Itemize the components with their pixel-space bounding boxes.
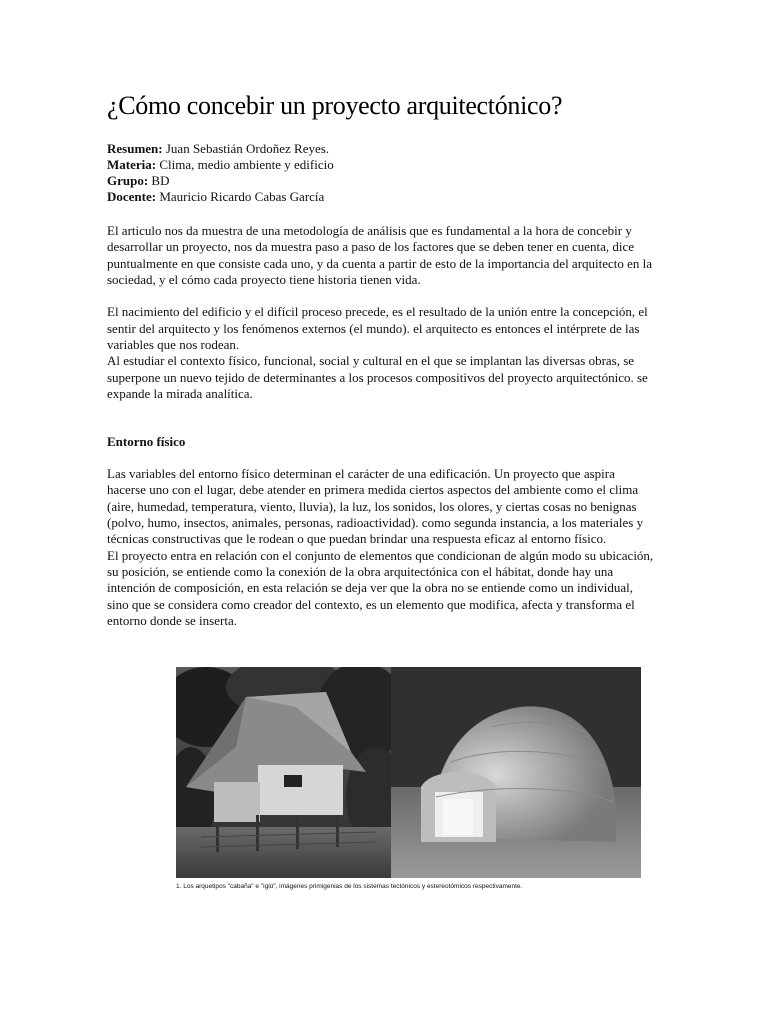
paragraph-variables: Las variables del entorno físico determinan el carácter de una edificación. Un proyecto que aspira hacerse uno con el lugar, debe atender en primera medida ciertos aspectos del ambiente como el clima (aire, humedad, temperatura, viento, lluvia), la luz, los sonidos, los olores, y ciertas cosas no benignas (polvo, humo, insectos, animales, personas, radioactividad). como segunda instancia, a los materiales y técnicas constructivas que le rodean o que puedan brindar una respuesta eficaz al entorno físico.: [107, 466, 644, 547]
meta-label: Resumen:: [107, 141, 163, 157]
meta-resumen: [107, 141, 655, 157]
meta-grupo: [107, 173, 655, 189]
section-heading: Entorno físico: [107, 434, 186, 450]
document-title: ¿Cómo concebir un proyecto arquitectónico?: [107, 91, 563, 120]
meta-materia: [107, 157, 655, 173]
paragraph-contexto: Al estudiar el contexto físico, funcional, social y cultural en el que se implantan las diversas obras, se superpone un nuevo tejido de determinantes a los procesos compositivos del proyecto arquitectónico. se expande la mirada analítica.: [107, 353, 648, 401]
meta-label: Materia:: [107, 157, 157, 173]
meta-value: BD: [148, 173, 170, 189]
igloo-photo: [391, 667, 641, 878]
hut-photo: [176, 667, 391, 878]
paragraph-intro: El articulo nos da muestra de una metodología de análisis que es fundamental a la hora de concebir y desarrollar un proyecto, nos da muestra paso a paso de los factores que se deben tener en cuenta, dice puntualmente en que consiste cada uno, y da cuenta a partir de esto de la importancia del arquitecto en la sociedad, y el cómo cada proyecto tiene historia tienen vida.: [107, 223, 653, 288]
metadata-block: [107, 141, 655, 205]
figure-caption: 1. Los arquetipos "cabaña" e "iglú", imágenes primigenias de los sistemas tectónicos y estereotómicos respectivamente.: [176, 883, 523, 890]
meta-label: Grupo:: [107, 173, 149, 189]
meta-docente: [107, 189, 655, 205]
meta-value: Clima, medio ambiente y edificio: [156, 157, 334, 173]
meta-value: Juan Sebastián Ordoñez Reyes.: [162, 141, 330, 157]
meta-value: Mauricio Ricardo Cabas García: [156, 189, 325, 205]
archetypes-figure: [176, 667, 641, 878]
paragraph-relacion: El proyecto entra en relación con el conjunto de elementos que condicionan de algún modo su ubicación, su posición, se entiende como la conexión de la obra arquitectónica con el hábitat, donde hay una intención de composición, en esta relación se deja ver que la obra no se entiende como un individual, sino que se considera como creador del contexto, es un elemento que modifica, afecta y transforma el entorno donde se inserta.: [107, 547, 654, 628]
meta-label: Docente:: [107, 189, 157, 205]
paragraph-nacimiento: El nacimiento del edificio y el difícil proceso precede, es el resultado de la unión entre la concepción, el sentir del arquitecto y los fenómenos externos (el mundo). el arquitecto es entonces el intérprete de las variables que nos rodean.: [107, 304, 648, 352]
document-body: [107, 90, 655, 629]
